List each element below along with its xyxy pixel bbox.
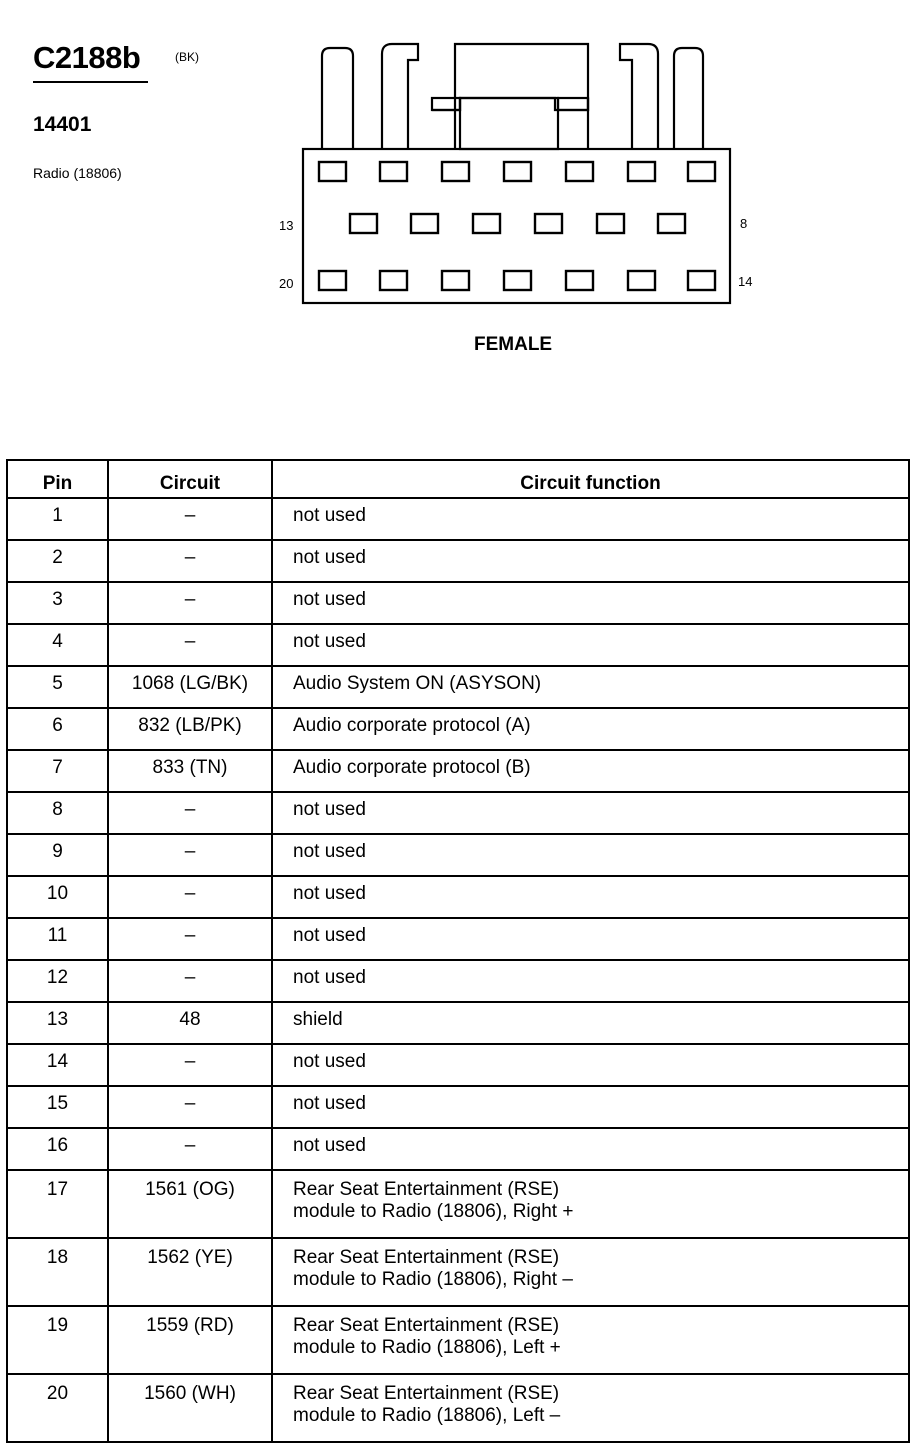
pin-cell: 5: [7, 666, 108, 708]
circuit-cell: –: [108, 1128, 272, 1170]
pin-cell: 12: [7, 960, 108, 1002]
table-header-row: [7, 460, 909, 498]
circuit-cell: –: [108, 582, 272, 624]
function-cell: [272, 1238, 909, 1306]
table-row: [7, 1170, 909, 1238]
connector-body: [303, 149, 730, 303]
connector-description: Radio (18806): [33, 165, 122, 181]
pin-cavities: [319, 162, 715, 290]
function-cell: [272, 1374, 909, 1442]
function-cell: Audio corporate protocol (B): [272, 750, 909, 792]
pin-cell: 11: [7, 918, 108, 960]
pin-label-20: 20: [279, 276, 294, 291]
pin-label-8: 8: [740, 216, 748, 231]
function-line-1: Rear Seat Entertainment (RSE): [293, 1315, 560, 1336]
table-row: [7, 1002, 909, 1044]
table-row: [7, 1306, 909, 1374]
function-cell: [272, 1306, 909, 1374]
right-latch: [674, 48, 703, 149]
pin-cell: 16: [7, 1128, 108, 1170]
connector-face-diagram: [270, 36, 740, 316]
function-cell: not used: [272, 1086, 909, 1128]
function-cell: not used: [272, 960, 909, 1002]
table-row: [7, 1086, 909, 1128]
pin-cell: 10: [7, 876, 108, 918]
function-line-2: module to Radio (18806), Left –: [293, 1405, 561, 1426]
circuit-cell: 833 (TN): [108, 750, 272, 792]
function-cell: not used: [272, 834, 909, 876]
circuit-cell: 48: [108, 1002, 272, 1044]
pin-cell: 14: [7, 1044, 108, 1086]
circuit-cell: –: [108, 540, 272, 582]
right-tab: [620, 44, 658, 149]
pin-cell: 15: [7, 1086, 108, 1128]
header-circuit: Circuit: [108, 460, 272, 498]
function-line-1: Rear Seat Entertainment (RSE): [293, 1179, 560, 1200]
table-row: [7, 708, 909, 750]
circuit-cell: –: [108, 792, 272, 834]
table-row: [7, 1044, 909, 1086]
function-cell: shield: [272, 1002, 909, 1044]
circuit-cell: –: [108, 1044, 272, 1086]
function-line-2: module to Radio (18806), Right –: [293, 1269, 573, 1290]
circuit-cell: –: [108, 918, 272, 960]
pin-cell: 18: [7, 1238, 108, 1306]
title-underline: [33, 81, 148, 83]
function-cell: not used: [272, 792, 909, 834]
circuit-cell: –: [108, 1086, 272, 1128]
table-row: [7, 1374, 909, 1442]
left-tab: [382, 44, 418, 149]
table-row: [7, 666, 909, 708]
function-cell: not used: [272, 918, 909, 960]
left-latch: [322, 48, 353, 149]
function-cell: [272, 1170, 909, 1238]
pin-cell: 7: [7, 750, 108, 792]
function-cell: not used: [272, 876, 909, 918]
circuit-cell: –: [108, 498, 272, 540]
pin-label-13: 13: [279, 218, 294, 233]
circuit-cell: 832 (LB/PK): [108, 708, 272, 750]
function-cell: not used: [272, 582, 909, 624]
pin-label-14: 14: [738, 274, 753, 289]
pin-cell: 19: [7, 1306, 108, 1374]
circuit-cell: 1068 (LG/BK): [108, 666, 272, 708]
table-row: [7, 834, 909, 876]
function-line-1: Rear Seat Entertainment (RSE): [293, 1383, 560, 1404]
connector-id: C2188b: [33, 40, 141, 75]
pin-cell: 4: [7, 624, 108, 666]
center-housing: [455, 44, 588, 149]
table-row: [7, 792, 909, 834]
circuit-cell: 1561 (OG): [108, 1170, 272, 1238]
header-pin: Pin: [7, 460, 108, 498]
table-row: [7, 540, 909, 582]
connector-gender: FEMALE: [474, 334, 553, 355]
table-row: [7, 498, 909, 540]
pin-cell: 9: [7, 834, 108, 876]
circuit-cell: –: [108, 960, 272, 1002]
function-line-2: module to Radio (18806), Right +: [293, 1201, 574, 1222]
table-row: [7, 1128, 909, 1170]
function-cell: not used: [272, 1128, 909, 1170]
function-cell: Audio corporate protocol (A): [272, 708, 909, 750]
part-number: 14401: [33, 113, 92, 136]
pin-cell: 17: [7, 1170, 108, 1238]
table-row: [7, 750, 909, 792]
function-line-1: Rear Seat Entertainment (RSE): [293, 1247, 560, 1268]
function-cell: not used: [272, 1044, 909, 1086]
circuit-cell: –: [108, 834, 272, 876]
function-cell: not used: [272, 540, 909, 582]
pin-cell: 20: [7, 1374, 108, 1442]
function-cell: not used: [272, 498, 909, 540]
pinout-table: [6, 459, 910, 1443]
pin-cell: 3: [7, 582, 108, 624]
table-row: [7, 624, 909, 666]
function-cell: Audio System ON (ASYSON): [272, 666, 909, 708]
pin-cell: 1: [7, 498, 108, 540]
pin-cell: 13: [7, 1002, 108, 1044]
circuit-cell: –: [108, 624, 272, 666]
table-row: [7, 1238, 909, 1306]
header-function: Circuit function: [272, 460, 909, 498]
table-row: [7, 960, 909, 1002]
circuit-cell: 1559 (RD): [108, 1306, 272, 1374]
pin-cell: 6: [7, 708, 108, 750]
function-line-2: module to Radio (18806), Left +: [293, 1337, 561, 1358]
connector-color: (BK): [175, 50, 199, 64]
center-lock: [460, 98, 558, 149]
pin-cell: 2: [7, 540, 108, 582]
table-row: [7, 582, 909, 624]
circuit-cell: 1560 (WH): [108, 1374, 272, 1442]
pin-cell: 8: [7, 792, 108, 834]
circuit-cell: –: [108, 876, 272, 918]
circuit-cell: 1562 (YE): [108, 1238, 272, 1306]
table-row: [7, 918, 909, 960]
table-row: [7, 876, 909, 918]
function-cell: not used: [272, 624, 909, 666]
